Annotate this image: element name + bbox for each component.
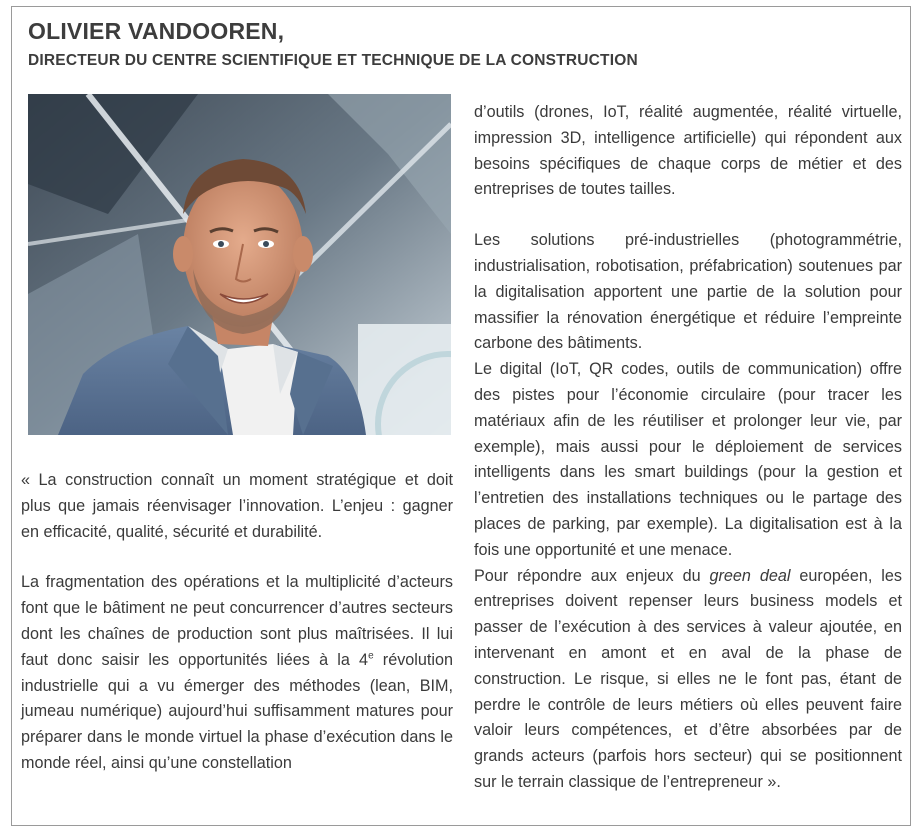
portrait-photo	[28, 94, 451, 435]
intro-paragraph: « La construction connaît un moment stratégique et doit plus que jamais réenvisager l’innovation. L’enjeu : gagner en efficacité, qualité, sécurité et durabilité.	[21, 471, 453, 541]
left-column	[21, 468, 453, 777]
green-deal-paragraph: Pour répondre aux enjeux du green deal européen, les entreprises doivent repenser leurs business models et passer de l’exécution à des services à valeur ajoutée, en intervenant en amont et en aval de la phase de construction. Le risque, si elles ne le font pas, étant de perdre le contrôle de leurs métiers où elles peuvent faire valoir leurs compétences, et d’être absorbées par de grands acteurs (parfois hors secteur) qui se positionnent sur le terrain classique de l’entrepreneur ».	[474, 566, 902, 791]
solutions-paragraph: Les solutions pré-industrielles (photogrammétrie, industrialisation, robotisation, préfabrication) soutenues par la digitalisation apportent une partie de la solution pour massifier la rénovation énergétique et réduire l’empreinte carbone des bâtiments.	[474, 231, 902, 353]
person-role: DIRECTEUR DU CENTRE SCIENTIFIQUE ET TECHNIQUE DE LA CONSTRUCTION	[28, 52, 638, 69]
digital-paragraph: Le digital (IoT, QR codes, outils de communication) offre des pistes pour l’économie circulaire (pour tracer les matériaux afin de les réutiliser et prolonger leur vie, par exemple), mais aussi pour le déploiement de services intelligents dans les smart buildings (pour la gestion et l’entretien des installations techniques ou le partage des places de parking, par exemple). La digitalisation est à la fois une opportunité et une menace.	[474, 360, 902, 559]
person-name: OLIVIER VANDOOREN,	[28, 18, 285, 44]
fragmentation-paragraph: La fragmentation des opérations et la multiplicité d’acteurs font que le bâtiment ne peut concurrencer d’autres secteurs dont les chaînes de production sont plus maîtrisées. Il lui faut donc saisir les opportunités liées à la 4e révolution industrielle qui a vu émerger des méthodes (lean, BIM, jumeau numérique) aujourd’hui suffisamment matures pour préparer dans le monde virtuel la phase d’exécution dans le monde réel, ainsi qu’une constellation	[21, 573, 453, 772]
tools-paragraph: d’outils (drones, IoT, réalité augmentée, réalité virtuelle, impression 3D, intelligence artificielle) qui répondent aux besoins spécifiques de chaque corps de métier et des entreprises de toutes tailles.	[474, 103, 902, 199]
right-column	[474, 100, 902, 796]
